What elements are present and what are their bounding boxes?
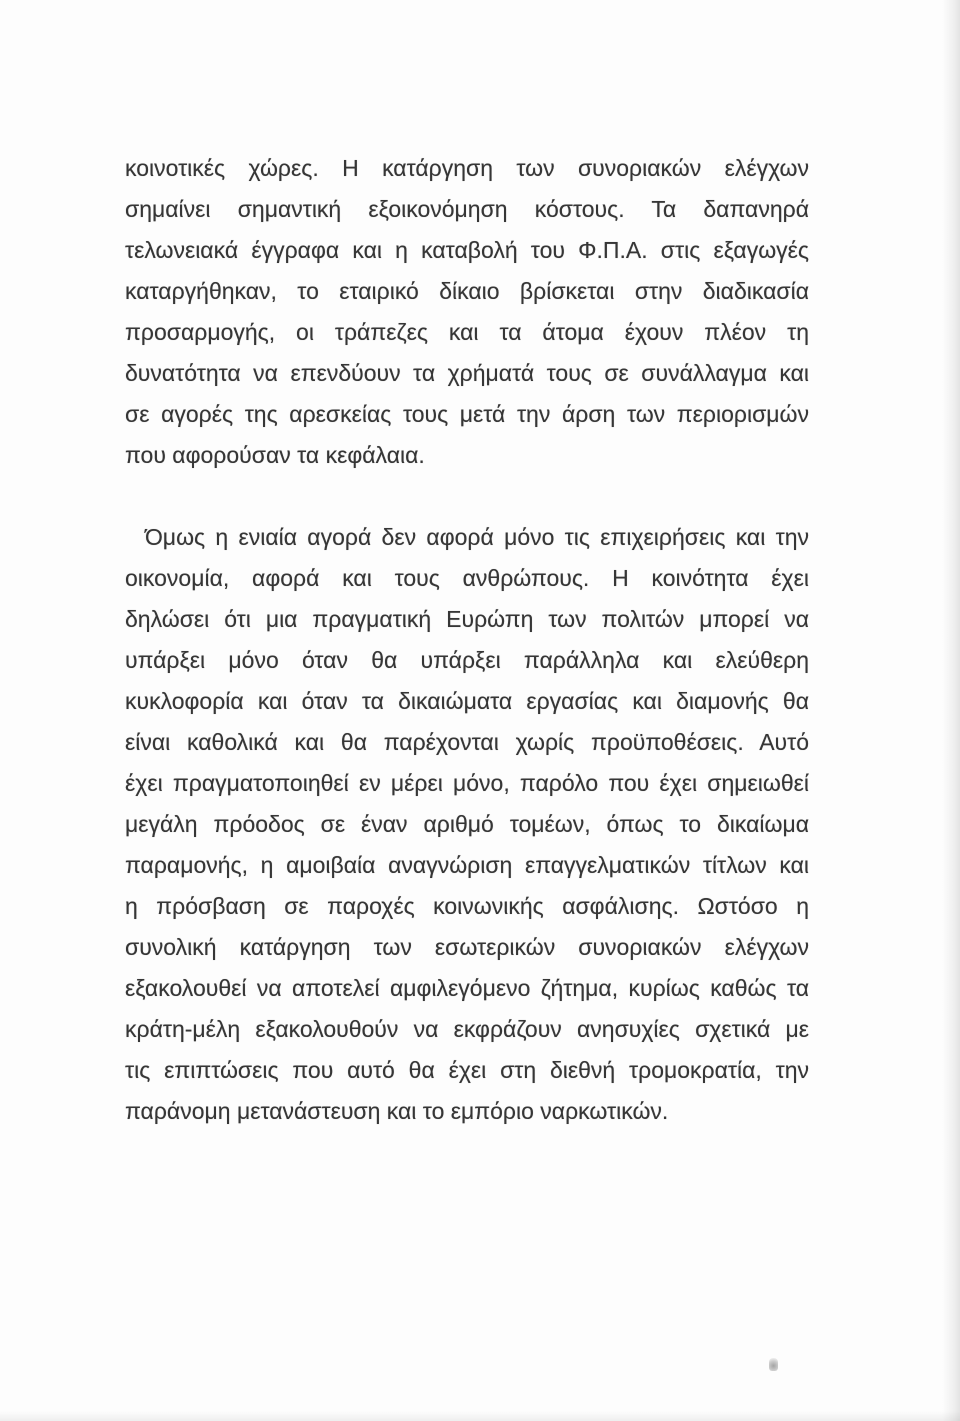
text-line: κυκλοφορία και όταν τα δικαιώματα εργασίας και διαμονής θα: [125, 688, 809, 714]
text-line: έχει πραγματοποιηθεί εν μέρει μόνο, παρόλο που έχει σημειωθεί: [125, 770, 809, 796]
scan-edge-shadow: [942, 0, 960, 1421]
text-line: σημαίνει σημαντική εξοικονόμηση κόστους. Τα δαπανηρά: [125, 196, 809, 222]
scan-bottom-shadow: [0, 1411, 960, 1421]
text-line: κράτη-μέλη εξακολουθούν να εκφράζουν ανησυχίες σχετικά με: [125, 1016, 809, 1042]
paragraph-1: [125, 148, 809, 476]
text-line: τελωνειακά έγγραφα και η καταβολή του Φ.Π.Α. στις εξαγωγές: [125, 237, 809, 263]
text-line: τις επιπτώσεις που αυτό θα έχει στη διεθνή τρομοκρατία, την: [125, 1057, 809, 1083]
text-line: προσαρμογής, οι τράπεζες και τα άτομα έχουν πλέον τη: [125, 319, 809, 345]
text-line: δηλώσει ότι μια πραγματική Ευρώπη των πολιτών μπορεί να: [125, 606, 809, 632]
text-line: η πρόσβαση σε παροχές κοινωνικής ασφάλισης. Ωστόσο η: [125, 893, 809, 919]
document-body: [125, 148, 809, 1132]
text-line: Όμως η ενιαία αγορά δεν αφορά μόνο τις επιχειρήσεις και την: [145, 524, 809, 550]
text-line: μεγάλη πρόοδος σε έναν αριθμό τομέων, όπως το δικαίωμα: [125, 811, 809, 837]
text-line: σε αγορές της αρεσκείας τους μετά την άρση των περιορισμών: [125, 401, 809, 427]
paragraph-2: [125, 517, 809, 1132]
text-line: εξακολουθεί να αποτελεί αμφιλεγόμενο ζήτημα, κυρίως καθώς τα: [125, 975, 809, 1001]
text-line: καταργήθηκαν, το εταιρικό δίκαιο βρίσκεται στην διαδικασία: [125, 278, 809, 304]
text-line: παραμονής, η αμοιβαία αναγνώριση επαγγελματικών τίτλων και: [125, 852, 809, 878]
text-line: κοινοτικές χώρες. Η κατάργηση των συνοριακών ελέγχων: [125, 155, 809, 181]
scan-smudge-mark: [769, 1358, 778, 1371]
text-line: οικονομία, αφορά και τους ανθρώπους. Η κοινότητα έχει: [125, 565, 809, 591]
text-line: δυνατότητα να επενδύουν τα χρήματά τους σε συνάλλαγμα και: [125, 360, 809, 386]
text-line: παράνομη μετανάστευση και το εμπόριο ναρκωτικών.: [125, 1098, 669, 1124]
text-line: που αφορούσαν τα κεφάλαια.: [125, 442, 425, 468]
text-line: είναι καθολικά και θα παρέχονται χωρίς προϋποθέσεις. Αυτό: [125, 729, 809, 755]
text-line: υπάρξει μόνο όταν θα υπάρξει παράλληλα και ελεύθερη: [125, 647, 809, 673]
text-line: συνολική κατάργηση των εσωτερικών συνοριακών ελέγχων: [125, 934, 809, 960]
